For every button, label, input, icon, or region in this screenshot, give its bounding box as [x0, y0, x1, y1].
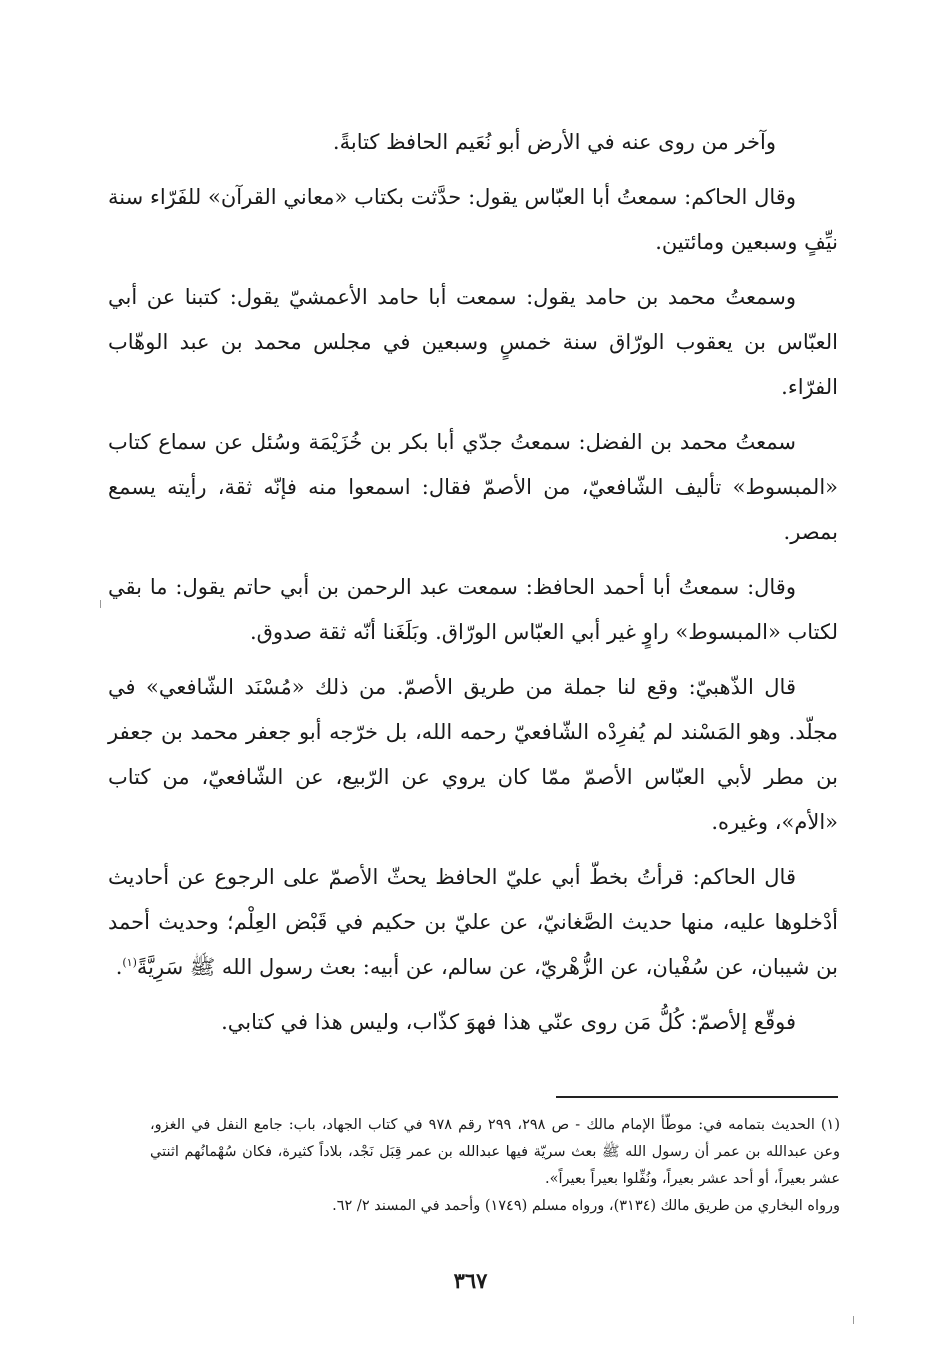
paragraph-7 — [108, 855, 838, 990]
footnote-1-continuation: ورواه البخاري من طريق مالك (٣١٣٤)، ورواه مسلم (١٧٤٩) وأحمد في المسند ٢/ ٦٢. — [332, 1198, 840, 1214]
footnote-1-text: الحديث بتمامه في: موطّأ الإمام مالك - ص ٢٩٨، ٢٩٩ رقم ٩٧٨ في كتاب الجهاد، باب: جامع النفل في الغزو، وعن عبدالله بن عمر أن رسول الله ﷺ بعث سريّة فيها عبدالله بن عمر قِبَل نَجْد، بلاداً كثيرة، فكان سُهْمانُهم اثنتي عشر بعيراً، أو أحد عشر بعيراً، ونُفِّلوا بعيراً بعيراً». — [150, 1117, 840, 1187]
paragraph-2: وقال الحاكم: سمعتُ أبا العبّاس يقول: حدَّثت بكتاب «معاني القرآن» للفَرّاء سنة نيِّفٍ وسبعين ومائتين. — [108, 185, 838, 254]
footnote-1 — [150, 1112, 840, 1193]
scan-speck — [853, 1316, 854, 1324]
footnote-number: (١) — [820, 1117, 841, 1133]
paragraph-7-text: قال الحاكم: قرأتُ بخطّ أبي عليّ الحافظ يحثّ الأصمّ على الرجوع عن أحاديث أدْخلوها عليه، منها حديث الصَّغانيّ، عن عليّ بن حكيم في قَبْض العِلْم؛ وحديث أحمد بن شيبان، عن سُفْيان، عن الزُّهْريّ، عن سالم، عن أبيه: بعث رسول الله ﷺ سَرِيَّةً — [108, 865, 839, 979]
paragraph-4: سمعتُ محمد بن الفضل: سمعتُ جدّي أبا بكر بن خُزَيْمَة وسُئل عن سماع كتاب «المبسوط» تأليف الشّافعيّ، من الأصمّ فقال: اسمعوا منه فإنّه ثقة، رأيته يسمع بمصر. — [108, 430, 838, 544]
paragraph-1: وآخر من روى عنه في الأرض أبو نُعَيم الحافظ كتابةً. — [332, 130, 776, 154]
page-number: ٣٦٧ — [453, 1268, 488, 1293]
footnote-reference[interactable]: (١) — [122, 956, 137, 969]
paragraph-7-end: . — [115, 955, 123, 979]
paragraph-6: قال الذّهبيّ: وقع لنا جملة من طريق الأصمّ. من ذلك «مُسْنَد الشّافعي» في مجلّد. وهو المَسْند لم يُفرِدْه الشّافعيّ رحمه الله، بل خرّجه أبو جعفر محمد بن جعفر بن مطر لأبي العبّاس الأصمّ ممّا كان يروي عن الرّبيع، عن الشّافعيّ، من كتاب «الأم»، وغيره. — [108, 675, 838, 834]
paragraph-8: فوقّع إلأصمّ: كُلُّ مَن روى عنّي هذا فهوَ كذّاب، وليس هذا في كتابي. — [221, 1010, 796, 1034]
scan-speck — [100, 600, 101, 608]
main-text — [108, 120, 838, 1055]
footnotes-section — [150, 1112, 840, 1220]
footnote-separator — [556, 1096, 838, 1098]
paragraph-5: وقال: سمعتُ أبا أحمد الحافظ: سمعت عبد الرحمن بن أبي حاتم يقول: ما بقي لكتاب «المبسوط» راوٍ غير أبي العبّاس الورّاق. وبَلَغَنا أنّه ثقة صدوق. — [108, 575, 838, 644]
paragraph-3: وسمعتُ محمد بن حامد يقول: سمعت أبا حامد الأعمشيّ يقول: كتبنا عن أبي العبّاس بن يعقوب الورّاق سنة خمسٍ وسبعين في مجلس محمد بن عبد الوهّاب الفرّاء. — [108, 285, 838, 399]
